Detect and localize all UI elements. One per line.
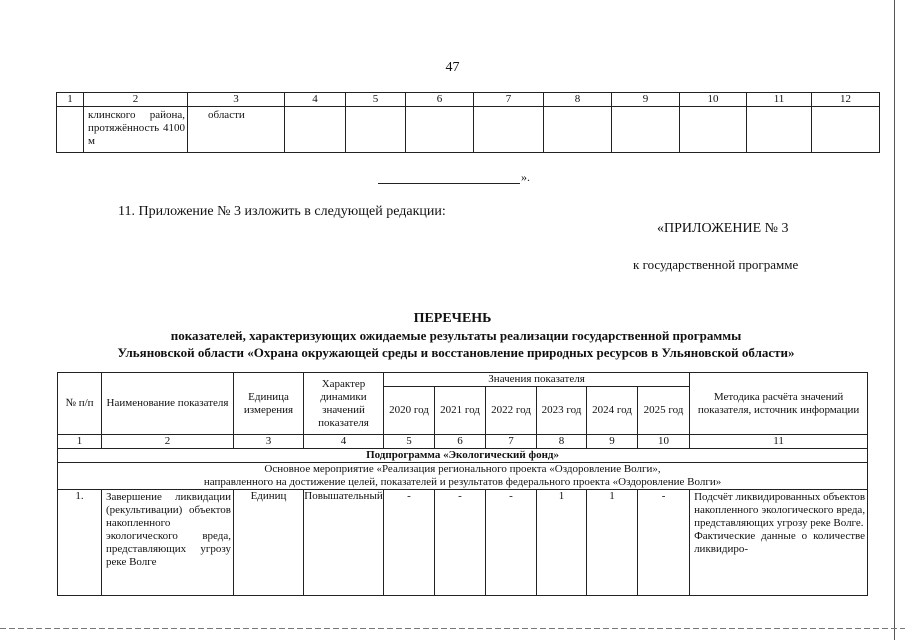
- header-method: Методика расчёта значений показателя, источник информации: [690, 373, 868, 435]
- indicators-table: [57, 372, 868, 596]
- list-subheading-line: показателей, характеризующих ожидаемые результаты реализации государственной программы: [170, 328, 742, 343]
- column-number: 5: [346, 93, 406, 107]
- header-num: № п/п: [58, 373, 102, 435]
- column-number: 10: [638, 435, 690, 449]
- header-year: 2023 год: [537, 387, 587, 435]
- column-number: 9: [612, 93, 680, 107]
- header-dynamics: Характер динамики значений показателя: [304, 373, 384, 435]
- column-number: 3: [188, 93, 285, 107]
- main-activity-row: [58, 463, 868, 490]
- row-num: 1.: [58, 490, 102, 596]
- row-method-line: Подсчёт ликвидированных объектов накопленного экологического вреда, представляющих угрозу реке Волге.: [694, 491, 866, 529]
- row-value: -: [486, 490, 537, 596]
- row-value: 1: [537, 490, 587, 596]
- header-values: Значения показателя: [384, 373, 690, 387]
- column-number: 11: [747, 93, 812, 107]
- column-number: 8: [537, 435, 587, 449]
- closing-quote: ».: [521, 170, 530, 184]
- continuation-table: [56, 92, 880, 153]
- list-subheading: [56, 327, 856, 361]
- header-year: 2024 год: [587, 387, 638, 435]
- row-object-text: клинского района, протяжённость 4100 м: [84, 107, 188, 153]
- column-number: 7: [474, 93, 544, 107]
- appendix-subtitle: к государственной программе: [633, 257, 799, 272]
- column-number: 11: [690, 435, 868, 449]
- column-number: 3: [234, 435, 304, 449]
- row-method: [690, 490, 868, 596]
- row-value: -: [435, 490, 486, 596]
- column-number: 9: [587, 435, 638, 449]
- column-number: 4: [304, 435, 384, 449]
- header-name: Наименование показателя: [102, 373, 234, 435]
- main-activity-text: [58, 463, 868, 490]
- column-number: 10: [680, 93, 747, 107]
- row-dynamics: Повышательный: [304, 490, 384, 596]
- column-number: 2: [84, 93, 188, 107]
- row-value: 1: [587, 490, 638, 596]
- row-region-text: области: [188, 107, 285, 153]
- header-year: 2022 год: [486, 387, 537, 435]
- column-number: 1: [58, 435, 102, 449]
- table-header-row: [58, 373, 868, 387]
- column-number: 8: [544, 93, 612, 107]
- column-number: 5: [384, 435, 435, 449]
- column-number: 6: [435, 435, 486, 449]
- main-activity-line: направленного на достижение целей, показателей и результатов федерального проекта «Оздоровление Волги»: [203, 476, 722, 488]
- header-unit: Единица измерения: [234, 373, 304, 435]
- table-row: [58, 490, 868, 596]
- list-heading: ПЕРЕЧЕНЬ: [413, 311, 492, 326]
- instruction-text: 11. Приложение № 3 изложить в следующей редакции:: [118, 204, 446, 219]
- main-activity-line: Основное мероприятие «Реализация регионального проекта «Оздоровление Волги»,: [264, 463, 661, 475]
- section-row: [58, 449, 868, 463]
- appendix-title: «ПРИЛОЖЕНИЕ № 3: [657, 221, 789, 236]
- header-year: 2020 год: [384, 387, 435, 435]
- page-number: 47: [445, 60, 460, 75]
- column-number: 7: [486, 435, 537, 449]
- table-row: [57, 107, 880, 153]
- column-number: 4: [285, 93, 346, 107]
- row-unit: Единиц: [234, 490, 304, 596]
- continuation-table-header-row: [57, 93, 880, 107]
- section-title: Подпрограмма «Экологический фонд»: [58, 449, 868, 463]
- list-subheading-line: Ульяновской области «Охрана окружающей среды и восстановление природных ресурсов в Ульяновской области»: [117, 345, 795, 360]
- header-year: 2025 год: [638, 387, 690, 435]
- row-method-line: Фактические данные о количестве ликвидиро-: [694, 530, 866, 555]
- page-edge-bottom: [0, 628, 905, 629]
- column-number: 6: [406, 93, 474, 107]
- column-number: 1: [57, 93, 84, 107]
- row-value: -: [638, 490, 690, 596]
- row-name: Завершение ликвидации (рекультивации) объектов накопленного экологического вреда, представляющих угрозу реке Волге: [102, 490, 234, 596]
- column-number: 12: [812, 93, 880, 107]
- signature-line: [378, 182, 520, 184]
- column-number: 2: [102, 435, 234, 449]
- row-value: -: [384, 490, 435, 596]
- column-numbers-row: [58, 435, 868, 449]
- header-year: 2021 год: [435, 387, 486, 435]
